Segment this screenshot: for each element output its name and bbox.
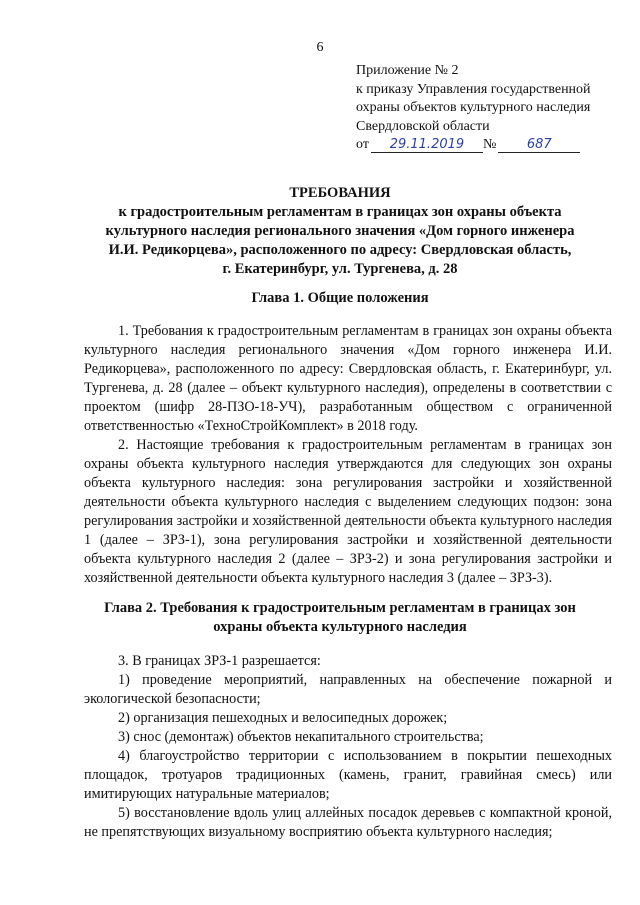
title-line: г. Екатеринбург, ул. Тургенева, д. 28 xyxy=(222,261,458,277)
chapter1-heading: Глава 1. Общие положения xyxy=(251,290,429,306)
chapter2-body xyxy=(84,652,612,842)
appendix-line: к приказу Управления государственной xyxy=(356,81,591,97)
chapter1-body xyxy=(84,322,612,588)
page-number: 6 xyxy=(316,40,324,55)
appendix-line: Свердловской области xyxy=(356,118,490,134)
paragraph-1: 1. Требования к градостроительным регламентам в границах зон охраны объекта культурного наследия регионального значения «Дом горного инженера И.И. Редикорцева», расположенного по адресу: Свердловская область, г. Екатеринбург, ул. Тургенева, д. 28 (далее – объект культурного наследия), определены в соответствии с проектом (шифр 28-ПЗО-18-УЧ), разработанным обществом с ограниченной ответственностью «ТехноСтройКомплект» в 2018 году. xyxy=(84,323,612,434)
appendix-line: Приложение № 2 xyxy=(356,63,459,78)
paragraph-3: 3. В границах ЗРЗ-1 разрешается: xyxy=(118,653,321,669)
chapter2-heading xyxy=(60,599,620,637)
title-line: к градостроительным регламентам в границах зон охраны объекта xyxy=(118,204,562,220)
chapter2-heading-line: Глава 2. Требования к градостроительным регламентам в границах зон xyxy=(104,600,576,616)
order-date-number-line xyxy=(356,136,636,155)
list-item: 5) восстановление вдоль улиц аллейных посадок деревьев с компактной кроной, не препятствующих визуальному восприятию объекта культурного наследия; xyxy=(84,805,612,840)
document-title xyxy=(60,184,620,279)
paragraph-2: 2. Настоящие требования к градостроительным регламентам в границах зон охраны объекта культурного наследия утверждаются для следующих зон охраны объекта культурного наследия: зона регулирования застройки и хозяйственной деятельности объекта культурного наследия с выделением следующих подзон: зона регулирования застройки и хозяйственной деятельности объекта культурного наследия 1 (далее – ЗРЗ-1), зона регулирования застройки и хозяйственной деятельности объекта культурного наследия 2 (далее – ЗРЗ-2) и зона регулирования застройки и хозяйственной деятельности объекта культурного наследия 3 (далее – ЗРЗ-3). xyxy=(84,437,612,586)
appendix-line: охраны объектов культурного наследия xyxy=(356,100,591,115)
chapter2-heading-line: охраны объекта культурного наследия xyxy=(213,619,467,635)
title-line: И.И. Редикорцева», расположенного по адресу: Свердловская область, xyxy=(108,242,572,258)
list-item: 3) снос (демонтаж) объектов некапитального строительства; xyxy=(118,729,484,745)
appendix-header xyxy=(356,62,636,155)
title-line: культурного наследия регионального значения «Дом горного инженера xyxy=(105,223,575,239)
list-item: 2) организация пешеходных и велосипедных дорожек; xyxy=(118,710,448,726)
number-label: № xyxy=(482,137,497,152)
from-label: от xyxy=(356,137,369,152)
list-item: 1) проведение мероприятий, направленных на обеспечение пожарной и экологической безопасности; xyxy=(84,672,612,707)
handwritten-date: 29.11.2019 xyxy=(371,137,483,153)
handwritten-order-number: 687 xyxy=(498,137,580,153)
list-item: 4) благоустройство территории с использованием в покрытии пешеходных площадок, тротуаров традиционных (камень, гранит, гравийная смесь) или имитирующих натуральные материалов; xyxy=(84,748,612,802)
title-heading: ТРЕБОВАНИЯ xyxy=(289,185,391,201)
